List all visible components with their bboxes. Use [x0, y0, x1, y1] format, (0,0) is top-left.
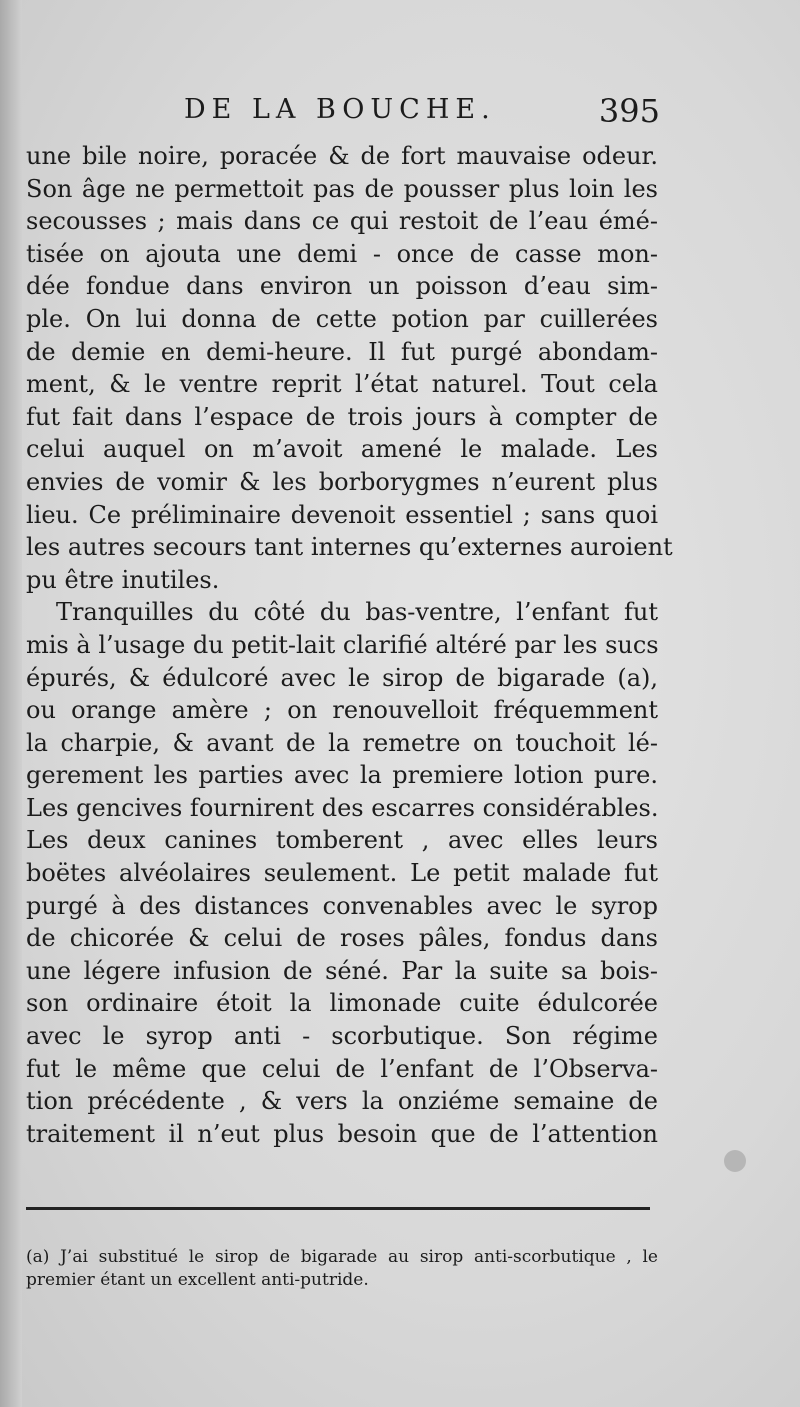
text-line: gerement les parties avec la premiere lotion pure. — [26, 761, 658, 790]
text-line: dée fondue dans environ un poisson d’eau sim- — [26, 272, 658, 301]
text-line: la charpie, & avant de la remetre on touchoit lé- — [26, 728, 658, 757]
text-line-paragraph-end: pu être inutiles. — [26, 565, 220, 594]
page-gutter-shadow — [0, 0, 22, 1407]
text-line: une légere infusion de séné. Par la suite sa bois- — [26, 956, 658, 985]
running-head: DE LA BOUCHE. — [184, 94, 496, 125]
text-line: Son âge ne permettoit pas de pousser plus loin les — [26, 174, 658, 203]
text-line: les autres secours tant internes qu’externes auroient — [26, 533, 673, 562]
text-line: une bile noire, poracée & de fort mauvaise odeur. — [26, 142, 658, 170]
text-line-paragraph-start: Tranquilles du côté du bas-ventre, l’enfant fut — [56, 598, 658, 627]
text-line: tion précédente , & vers la onziéme semaine de — [26, 1087, 658, 1116]
text-line: boëtes alvéolaires seulement. Le petit malade fut — [26, 859, 658, 888]
text-line: Les deux canines tomberent , avec elles leurs — [26, 826, 658, 855]
text-line: ment, & le ventre reprit l’état naturel. Tout cela — [26, 370, 658, 399]
text-line: purgé à des distances convenables avec le syrop — [26, 891, 658, 920]
footnote-line: (a) J’ai substitué le sirop de bigarade au sirop anti-scorbutique , le — [26, 1247, 658, 1267]
footnote-rule — [26, 1207, 650, 1210]
text-line: traitement il n’eut plus besoin que de l’attention — [26, 1119, 658, 1148]
body-text — [26, 140, 673, 1150]
text-line: ple. On lui donna de cette potion par cuillerées — [26, 304, 658, 333]
page-number: 395 — [598, 92, 660, 130]
text-line: mis à l’usage du petit-lait clarifié altéré par les sucs — [26, 630, 659, 659]
paper-stain — [724, 1150, 746, 1172]
text-line: de chicorée & celui de roses pâles, fondus dans — [26, 924, 658, 953]
text-line: celui auquel on m’avoit amené le malade. Les — [26, 435, 658, 464]
text-line: son ordinaire étoit la limonade cuite édulcorée — [26, 989, 658, 1018]
text-line: ou orange amère ; on renouvelloit fréquemment — [26, 696, 658, 725]
text-line: envies de vomir & les borborygmes n’eurent plus — [26, 467, 658, 496]
text-line: avec le syrop anti - scorbutique. Son régime — [26, 1022, 658, 1051]
text-line: lieu. Ce préliminaire devenoit essentiel ; sans quoi — [26, 500, 658, 529]
footnote — [26, 1246, 658, 1292]
text-line: secousses ; mais dans ce qui restoit de l’eau émé- — [26, 207, 658, 236]
text-line: épurés, & édulcoré avec le sirop de bigarade (a), — [26, 663, 658, 692]
text-line: tisée on ajouta une demi - once de casse mon- — [26, 239, 658, 268]
text-line: Les gencives fournirent des escarres considérables. — [26, 793, 659, 822]
footnote-line: premier étant un excellent anti-putride. — [26, 1270, 369, 1290]
text-line: fut fait dans l’espace de trois jours à compter de — [26, 402, 658, 431]
page-header — [20, 92, 660, 132]
text-line: fut le même que celui de l’enfant de l’Observa- — [26, 1054, 658, 1083]
text-line: de demie en demi-heure. Il fut purgé abondam- — [26, 337, 658, 366]
